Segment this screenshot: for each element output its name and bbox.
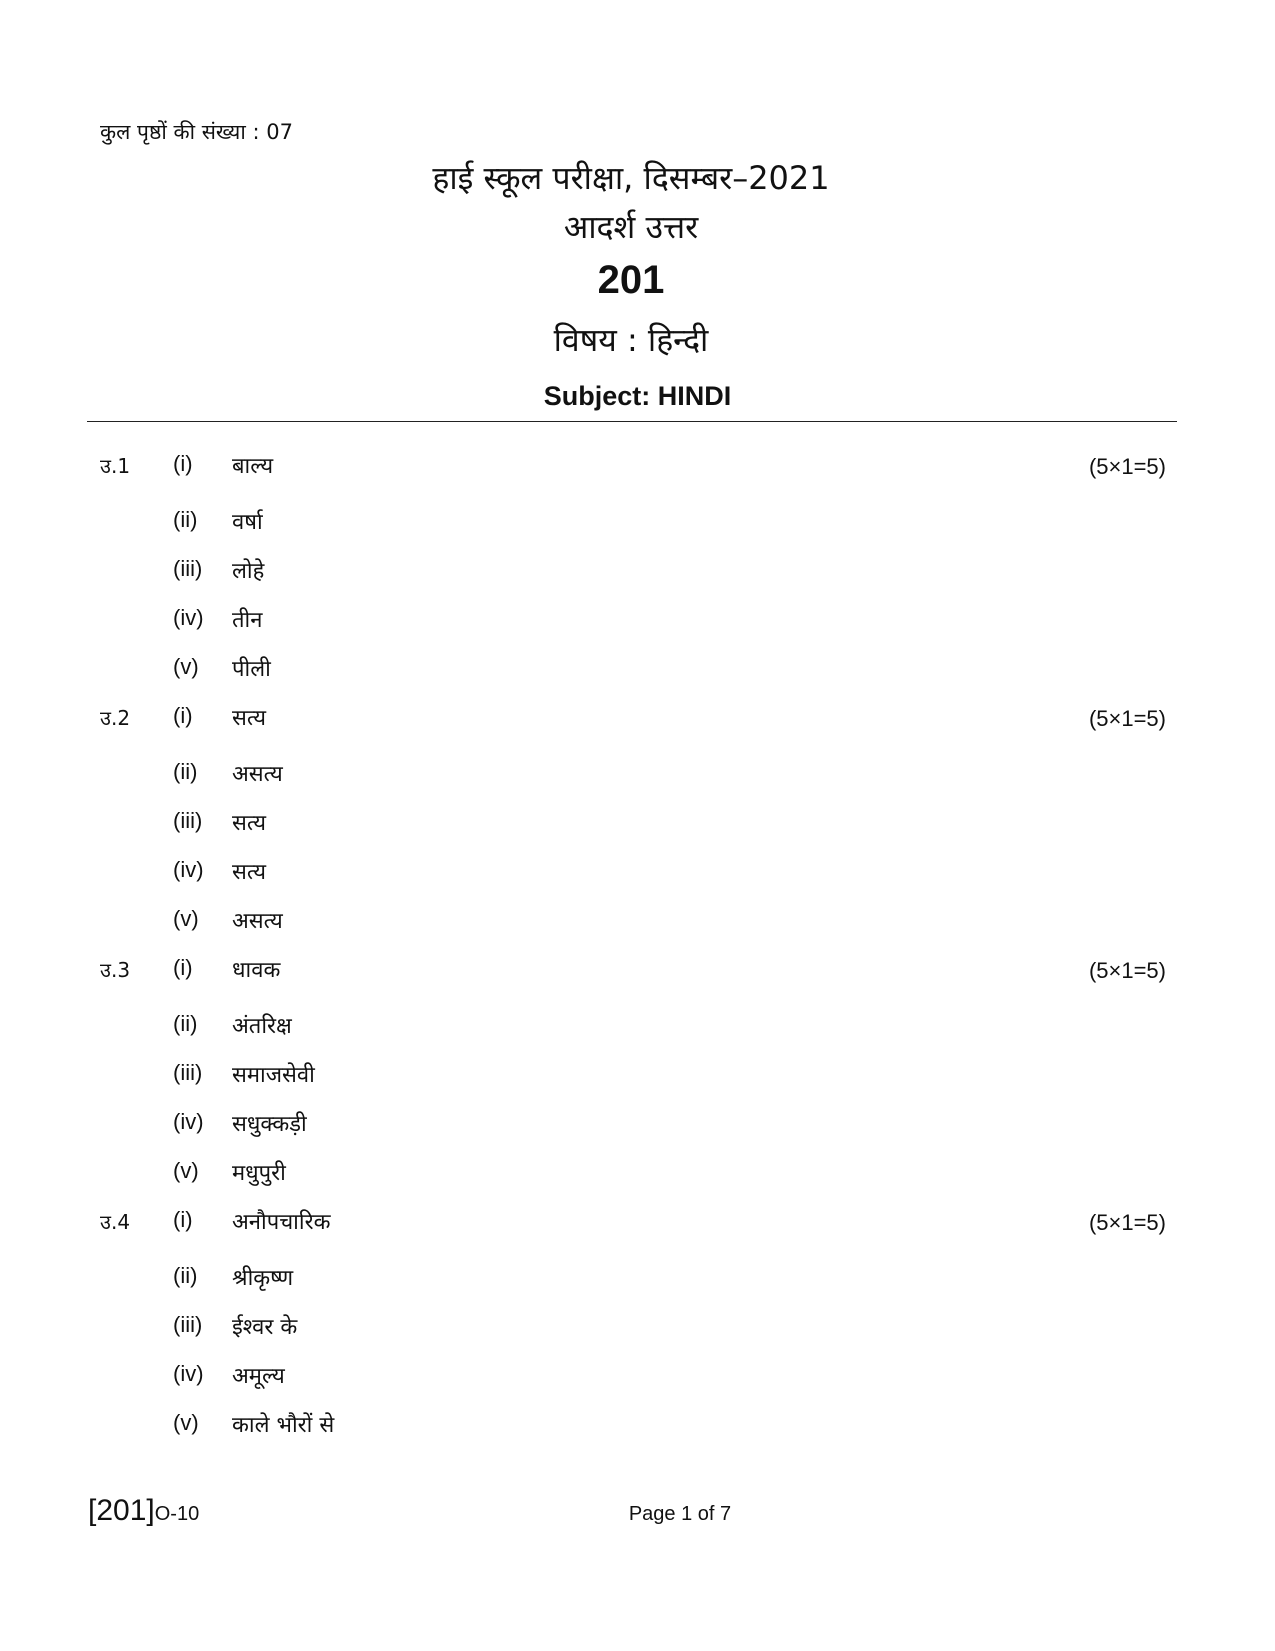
footer-code-main: [201] bbox=[88, 1494, 155, 1527]
answer-item-text: असत्य bbox=[232, 762, 283, 787]
page-count: कुल पृष्ठों की संख्या : 07 bbox=[100, 120, 293, 144]
footer-page-number: Page 1 of 7 bbox=[628, 1503, 732, 1525]
answer-item-number: (iv) bbox=[173, 605, 204, 630]
answer-item-number: (ii) bbox=[173, 1263, 198, 1288]
question-marks: (5×1=5) bbox=[1088, 706, 1166, 731]
question-marks: (5×1=5) bbox=[1088, 454, 1166, 479]
subject-english: Subject: HINDI bbox=[543, 381, 732, 411]
answer-item-number: (ii) bbox=[173, 507, 198, 532]
answer-item-text: सत्य bbox=[232, 860, 267, 885]
answer-item-text: पीली bbox=[232, 657, 271, 682]
question-marks: (5×1=5) bbox=[1088, 1210, 1166, 1235]
answer-item-text: काले भौरों से bbox=[232, 1413, 335, 1438]
answer-item-text: सत्य bbox=[232, 706, 267, 731]
answer-item-text: मधुपुरी bbox=[232, 1161, 286, 1186]
question-label: उ.1 bbox=[100, 454, 131, 478]
exam-title: हाई स्कूल परीक्षा, दिसम्बर–2021 bbox=[432, 159, 830, 197]
footer-code-sub: O-10 bbox=[154, 1503, 200, 1525]
answer-item-text: वर्षा bbox=[232, 510, 263, 535]
answer-item-number: (i) bbox=[173, 703, 193, 728]
answer-item-number: (iii) bbox=[173, 808, 203, 833]
answer-item-number: (iv) bbox=[173, 1361, 204, 1386]
answer-item-number: (iv) bbox=[173, 1109, 204, 1134]
answer-title: आदर्श उत्तर bbox=[563, 208, 699, 246]
answer-item-text: लोहे bbox=[232, 559, 265, 584]
header-divider bbox=[87, 421, 1177, 422]
answer-item-number: (v) bbox=[173, 1158, 199, 1183]
answer-item-number: (iii) bbox=[173, 1060, 203, 1085]
answer-item-text: सधुक्कड़ी bbox=[232, 1112, 307, 1137]
answer-item-number: (i) bbox=[173, 955, 193, 980]
answer-item-text: अंतरिक्ष bbox=[232, 1014, 292, 1039]
answer-item-text: अनौपचारिक bbox=[232, 1210, 331, 1235]
answer-item-text: अमूल्य bbox=[232, 1364, 285, 1389]
answer-item-text: असत्य bbox=[232, 909, 283, 934]
subject-code: 201 bbox=[597, 258, 665, 302]
answer-item-number: (ii) bbox=[173, 759, 198, 784]
question-marks: (5×1=5) bbox=[1088, 958, 1166, 983]
question-label: उ.3 bbox=[100, 958, 131, 982]
answer-item-text: श्रीकृष्ण bbox=[232, 1266, 294, 1291]
answer-item-number: (i) bbox=[173, 1207, 193, 1232]
answer-item-number: (i) bbox=[173, 451, 193, 476]
answer-item-text: तीन bbox=[232, 608, 263, 633]
question-label: उ.2 bbox=[100, 706, 131, 730]
answer-item-number: (v) bbox=[173, 1410, 199, 1435]
answer-item-text: धावक bbox=[232, 958, 281, 983]
answer-item-number: (v) bbox=[173, 654, 199, 679]
answer-item-text: सत्य bbox=[232, 811, 267, 836]
answer-item-number: (v) bbox=[173, 906, 199, 931]
answer-item-number: (iii) bbox=[173, 1312, 203, 1337]
answer-item-number: (ii) bbox=[173, 1011, 198, 1036]
answer-item-text: समाजसेवी bbox=[232, 1063, 315, 1088]
answer-item-text: बाल्य bbox=[232, 454, 274, 479]
answer-item-number: (iii) bbox=[173, 556, 203, 581]
subject-hindi: विषय : हिन्दी bbox=[553, 321, 709, 359]
answer-item-text: ईश्वर के bbox=[232, 1315, 298, 1340]
answer-item-number: (iv) bbox=[173, 857, 204, 882]
question-label: उ.4 bbox=[100, 1210, 131, 1234]
